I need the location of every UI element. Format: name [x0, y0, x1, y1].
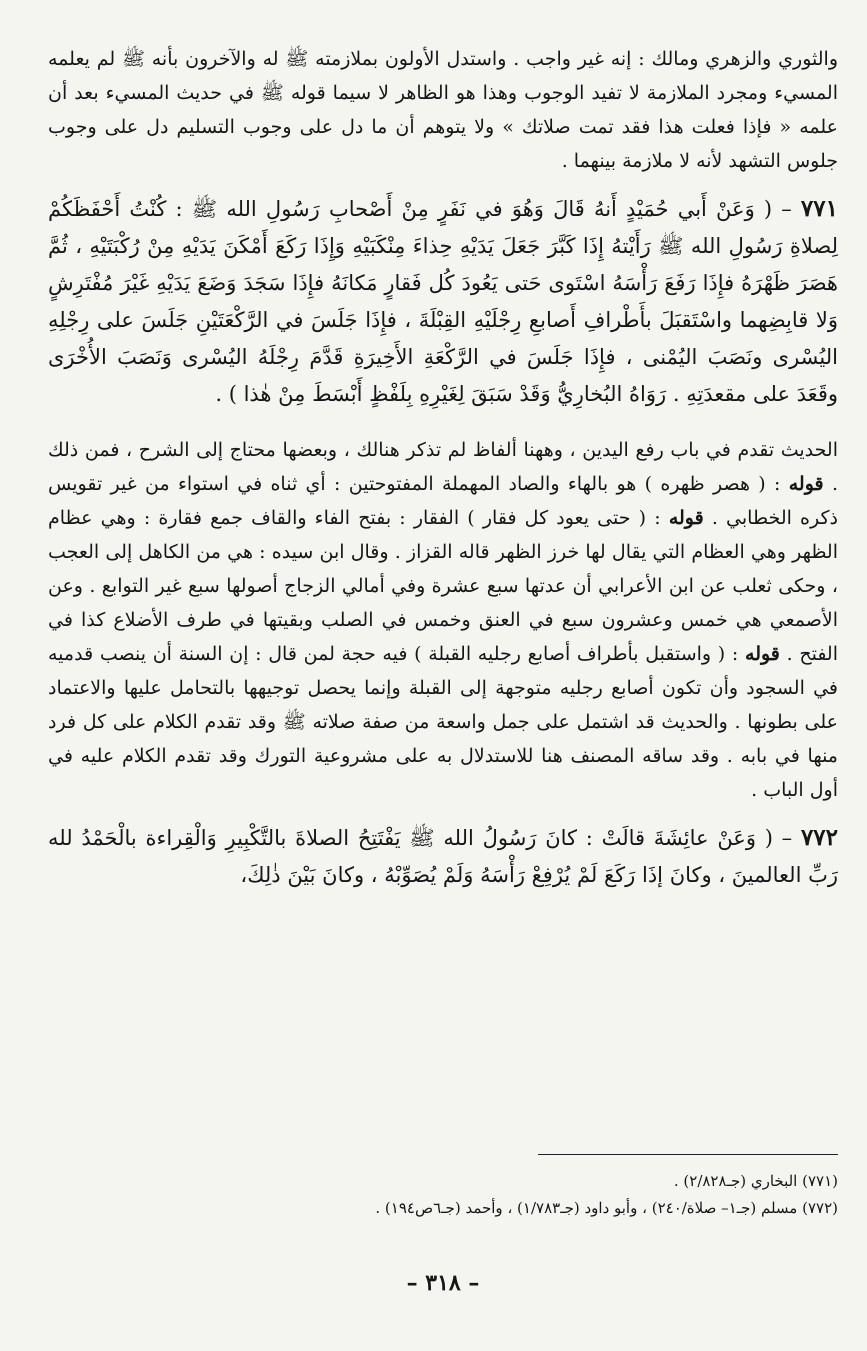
hadith-771 [48, 190, 838, 413]
commentary-paragraph [48, 433, 838, 807]
page-number: – ٣١٨ – [406, 1270, 480, 1296]
hadith-772 [48, 819, 838, 894]
footnote-771: (٧٧١) البخاري (جـ٢/٨٢٨) . [673, 1172, 838, 1190]
commentary-text: : ( حتى يعود كل فقار ) الفقار : بفتح الفاء والقاف جمع فقارة : وهي عظام الظهر وهي العظام التي يقال لها خرز الظهر قاله القزاز . وقال ابن سيده : هي من الكاهل إلى العجب ، وحكى ثعلب عن ابن الأعرابي أن عدتها سبع عشرة وفي أمالي الزجاج أصولها سبع غير التوابع . وعن الأصمعي هي خمس وعشرون سبع في العنق وخمس في الصلب وبقيتها في طرف الأضلاع كذا في الفتح . [48, 507, 839, 665]
commentary-text: : ( هصر ظهره ) هو بالهاء والصاد المهملة المفتوحتين : أي ثناه في استواء من غير تقويس ذكره الخطابي . [48, 473, 839, 529]
footnotes [48, 1168, 838, 1222]
commentary-text: : ( واستقبل بأطراف أصابع رجليه القبلة ) فيه حجة لمن قال : إن السنة أن ينصب قدميه في السجود وأن تكون أصابع رجليه متوجهة إلى القبلة وإنما يحصل توجيهها بالتحامل عليها والاعتماد على بطونها . والحديث قد اشتمل على جمل واسعة من صفة صلاته ﷺ وقد تقدم الكلام على كل فرد منها في بابه . وقد ساقه المصنف هنا للاستدلال به على مشروعية التورك وقد تقدم الكلام عليه في أول الباب . [48, 643, 838, 801]
hadith-number: ٧٧١ [800, 195, 838, 222]
keyword-qawluhu: قوله [668, 507, 704, 529]
book-page [48, 42, 838, 1332]
hadith-text: – ( وَعَنْ أَبي حُمَيْدٍ أَنهُ قَالَ وَهُوَ في نَفَرٍ مِنْ أَصْحابِ رَسُولِ الله ﷺ : كُنْتُ أَحْفَظَكُمْ لِصلاةِ رَسُولِ الله ﷺ رَأَيْتهُ إِذَا كَبَّرَ جَعَلَ يَدَيْهِ حِذاءَ مِنْكَبَيْهِ وَإِذَا رَكَعَ أَمْكَنَ يَدَيْهِ مِنْ رُكْبَتَيْهِ ، ثُمَّ هَصَرَ ظَهْرَهُ فإِذَا رَفَعَ رَأْسَهُ اسْتَوى حَتى يَعُودَ كُل فَقارٍ مَكانَهُ فإِذَا سَجَدَ وَضَعَ يَدَيْهِ غَيْرَ مُفْتَرِشٍ وَلا قابِضِهما واسْتَقبَلَ بأَطْرافِ أَصابعِ رِجْلَيْهِ القِبْلَةَ ، فإِذَا جَلَسَ في الرَّكْعَتَيْنِ جَلَسَ على رِجْلِهِ اليُسْرى ونَصَبَ اليُمْنى ، فإِذَا جَلَسَ في الرَّكْعَةِ الأَخِيرَةِ قَدَّمَ رِجْلَهُ اليُسْرى وَنَصَبَ الأُخْرَى وقَعَدَ على مقعدَتِهِ . رَوَاهُ البُخارِيُّ وَقَدْ سَبَقَ لِغَيْرِهِ بِلَفْظٍ أَبْسَطَ مِنْ هٰذا ) . [48, 197, 838, 406]
continuation-paragraph: والثوري والزهري ومالك : إنه غير واجب . واستدل الأولون بملازمته ﷺ له والآخرون بأنه ﷺ لم يعلمه المسيء ومجرد الملازمة لا تفيد الوجوب وهذا هو الظاهر لا سيما قوله ﷺ في حديث المسيء بعد أن علمه « فإذا فعلت هذا فقد تمت صلاتك » ولا يتوهم أن ما دل على وجوب التسليم دل على وجوب جلوس التشهد لأنه لا ملازمة بينهما . [48, 48, 838, 172]
commentary-text: الحديث تقدم في باب رفع اليدين ، وههنا ألفاظ لم تذكر هنالك ، وبعضها محتاج إلى الشرح ، فمن ذلك . [48, 439, 838, 495]
hadith-text: – ( وَعَنْ عائِشَةَ قالَتْ : كانَ رَسُولُ الله ﷺ يَفْتَتِحُ الصلاةَ بالتَّكْبِيرِ وَالْقِراءة بالْحَمْدُ لله رَبِّ العالمينَ ، وكانَ إذَا رَكَعَ لَمْ يُرْفِعْ رَأْسَهُ وَلَمْ يُصَوِّبْهُ ، وكانَ بَيْنَ ذٰلِكَ، [48, 826, 838, 887]
footnote-772: (٧٧٢) مسلم (جـ١– صلاة/٢٤٠) ، وأبو داود (جـ١/٧٨٣) ، وأحمد (جـ٦ص١٩٤) . [375, 1199, 838, 1217]
hadith-number: ٧٧٢ [800, 824, 838, 851]
footnote-divider [538, 1154, 838, 1155]
keyword-qawluhu: قوله [745, 643, 780, 665]
keyword-qawluhu: قوله [788, 473, 824, 495]
